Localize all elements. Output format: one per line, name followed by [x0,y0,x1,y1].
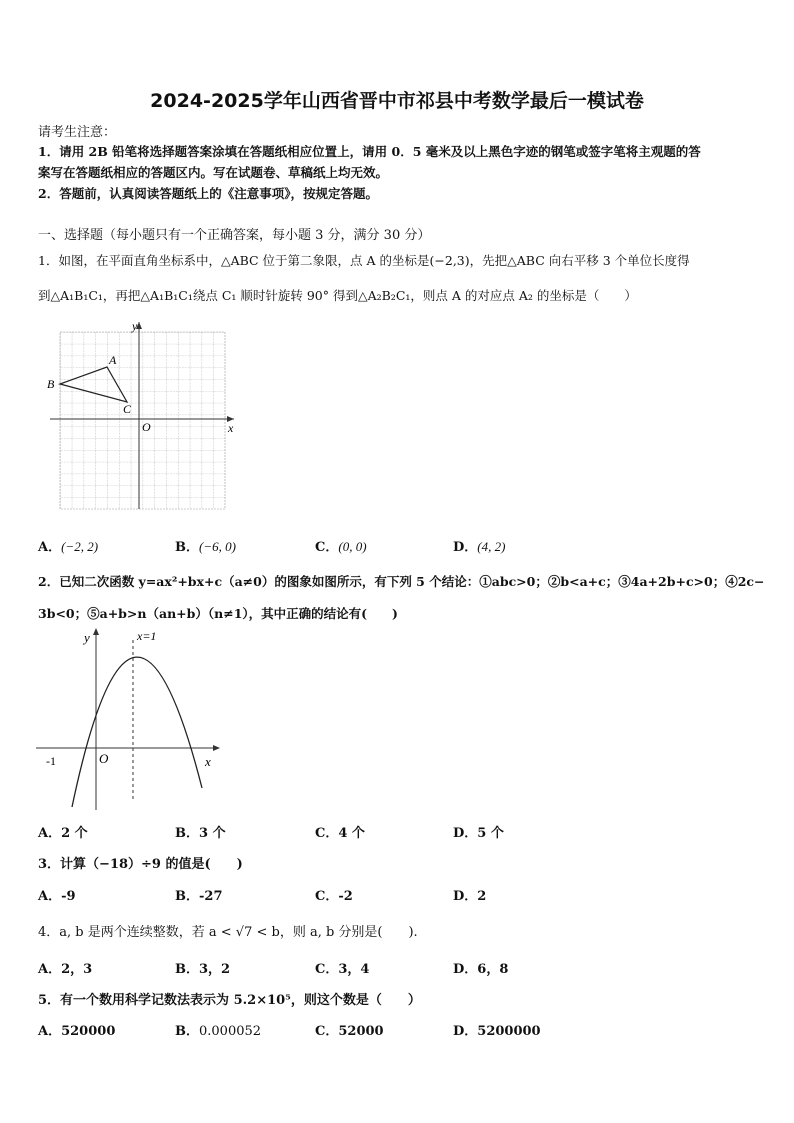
label-origin: O [142,420,151,434]
q2-text-line1: 2．已知二次函数 y=ax²+bx+c（a≠0）的图象如图所示，有下列 5 个结论：①abc>0；②b<a+c；③4a+2b+c>0；④2c− [38,574,765,589]
q3-option-b[interactable]: B．-27 [175,889,223,904]
label-x: x [205,754,211,769]
label-axis: x=1 [137,629,157,643]
label-minus-one: -1 [46,754,56,768]
label-b: B [47,377,55,391]
section-heading: 一、选择题（每小题只有一个正确答案，每小题 3 分，满分 30 分） [38,228,431,243]
label-a: A [109,353,117,367]
page-title: 2024-2025学年山西省晋中市祁县中考数学最后一模试卷 [150,90,644,112]
q5-option-a[interactable]: A．520000 [38,1024,116,1039]
q4-option-d[interactable]: D．6，8 [453,962,509,977]
q1-grid-figure [40,318,240,513]
label-y: y [84,630,90,645]
q5-option-b[interactable]: B．0.000052 [175,1024,262,1039]
q2-text-line2: 3b<0；⑤a+b>n（an+b）（n≠1），其中正确的结论有( ) [38,606,398,621]
q3-option-d[interactable]: D．2 [453,889,487,904]
notice-item-1a: 1．请用 2B 铅笔将选择题答案涂填在答题纸相应位置上，请用 0．5 毫米及以上黑色字迹的钢笔或签字笔将主观题的答 [38,144,701,159]
q3-text: 3．计算（−18）÷9 的值是( ) [38,857,243,872]
notice-heading: 请考生注意： [38,125,117,140]
label-c: C [123,402,132,416]
q2-parabola-figure [34,626,224,814]
label-y: y [132,319,138,333]
q2-option-a[interactable]: A．2 个 [38,826,88,841]
q1-text-line1: 1．如图，在平面直角坐标系中，△ABC 位于第二象限，点 A 的坐标是(−2,3)，先把△ABC 向右平移 3 个单位长度得 [38,253,690,268]
label-x: x [228,421,234,435]
q1-option-c[interactable]: C．(0, 0) [315,539,367,555]
q3-option-c[interactable]: C．-2 [315,889,353,904]
parabola-curve [72,657,202,807]
q3-option-a[interactable]: A．-9 [38,889,76,904]
q4-option-b[interactable]: B．3，2 [175,962,231,977]
q1-option-d[interactable]: D．(4, 2) [453,539,506,555]
notice-item-1b: 案写在答题纸相应的答题区内。写在试题卷、草稿纸上均无效。 [38,165,389,180]
notice-item-2: 2．答题前，认真阅读答题纸上的《注意事项》，按规定答题。 [38,186,378,201]
q2-option-b[interactable]: B．3 个 [175,826,226,841]
q4-option-c[interactable]: C．3，4 [315,962,370,977]
q4-option-a[interactable]: A．2，3 [38,962,93,977]
q5-option-c[interactable]: C．52000 [315,1024,384,1039]
q2-option-c[interactable]: C．4 个 [315,826,365,841]
q5-text: 5．有一个数用科学记数法表示为 5.2×10⁵，则这个数是（ ） [38,993,421,1008]
q1-option-b[interactable]: B．(−6, 0) [175,539,236,555]
q1-text-line2: 到△A₁B₁C₁，再把△A₁B₁C₁绕点 C₁ 顺时针旋转 90° 得到△A₂B₂C₁，则点 A 的对应点 A₂ 的坐标是（ ） [38,288,637,303]
q1-option-a[interactable]: A．(−2, 2) [38,539,99,555]
q4-text: 4．a, b 是两个连续整数，若 a < √7 < b，则 a, b 分别是( ). [38,925,418,940]
label-origin: O [99,751,109,766]
q5-option-d[interactable]: D．5200000 [453,1024,541,1039]
q2-option-d[interactable]: D．5 个 [453,826,504,841]
